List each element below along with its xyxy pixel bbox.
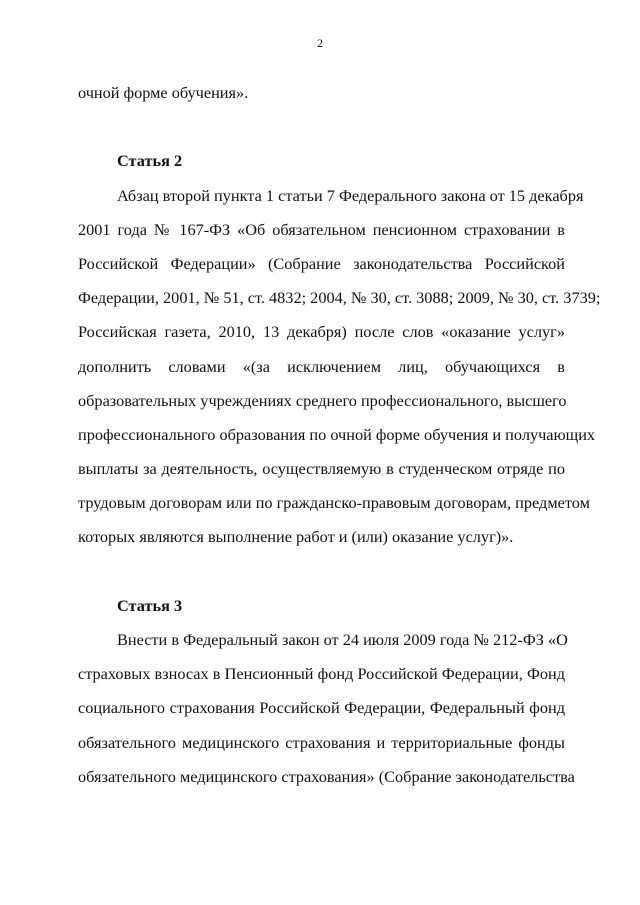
paragraph-line: Российской Федерации» (Собрание законодательства Российской: [78, 253, 565, 273]
article-2-heading: Статья 2: [117, 151, 183, 171]
article-2-paragraph: [78, 179, 601, 555]
page-number: 2: [317, 36, 323, 50]
paragraph-line: трудовым договорам или по гражданско-правовым договорам, предметом: [78, 493, 590, 513]
spacer: [78, 555, 565, 589]
article-3-heading: Статья 3: [117, 595, 183, 615]
spacer: [78, 110, 565, 144]
paragraph-line: Российская газета, 2010, 13 декабря) после слов «оказание услуг»: [78, 322, 565, 342]
paragraph-line: профессионального образования по очной форме обучения и получающих: [78, 424, 596, 444]
paragraph-line: обязательного медицинского страхования и территориальные фонды: [78, 732, 565, 752]
paragraph-line: Внести в Федеральный закон от 24 июля 2009 года № 212-ФЗ «О: [117, 630, 568, 649]
paragraph-line: дополнить словами «(за исключением лиц, обучающихся в: [78, 356, 565, 376]
paragraph-line: выплаты за деятельность, осуществляемую в студенческом отряде по: [78, 459, 565, 479]
paragraph-line: обязательного медицинского страхования» (Собрание законодательства: [78, 766, 575, 786]
paragraph-line: образовательных учреждениях среднего профессионального, высшего: [78, 390, 567, 410]
document-body: [78, 76, 601, 794]
paragraph-line: которых являются выполнение работ и (или) оказание услуг)».: [78, 527, 514, 547]
article-3-paragraph: [78, 623, 575, 794]
paragraph-line: Федерации, 2001, № 51, ст. 4832; 2004, № 30, ст. 3088; 2009, № 30, ст. 3739;: [78, 288, 601, 308]
paragraph-line: 2001 года № 167-ФЗ «Об обязательном пенсионном страховании в: [78, 219, 565, 239]
paragraph-line: Абзац второй пункта 1 статьи 7 Федерального закона от 15 декабря: [117, 185, 584, 205]
paragraph-line: очной форме обучения».: [78, 83, 249, 102]
paragraph-line: страховых взносах в Пенсионный фонд Российской Федерации, Фонд: [78, 664, 565, 684]
paragraph-line: социального страхования Российской Федерации, Федеральный фонд: [78, 698, 565, 718]
